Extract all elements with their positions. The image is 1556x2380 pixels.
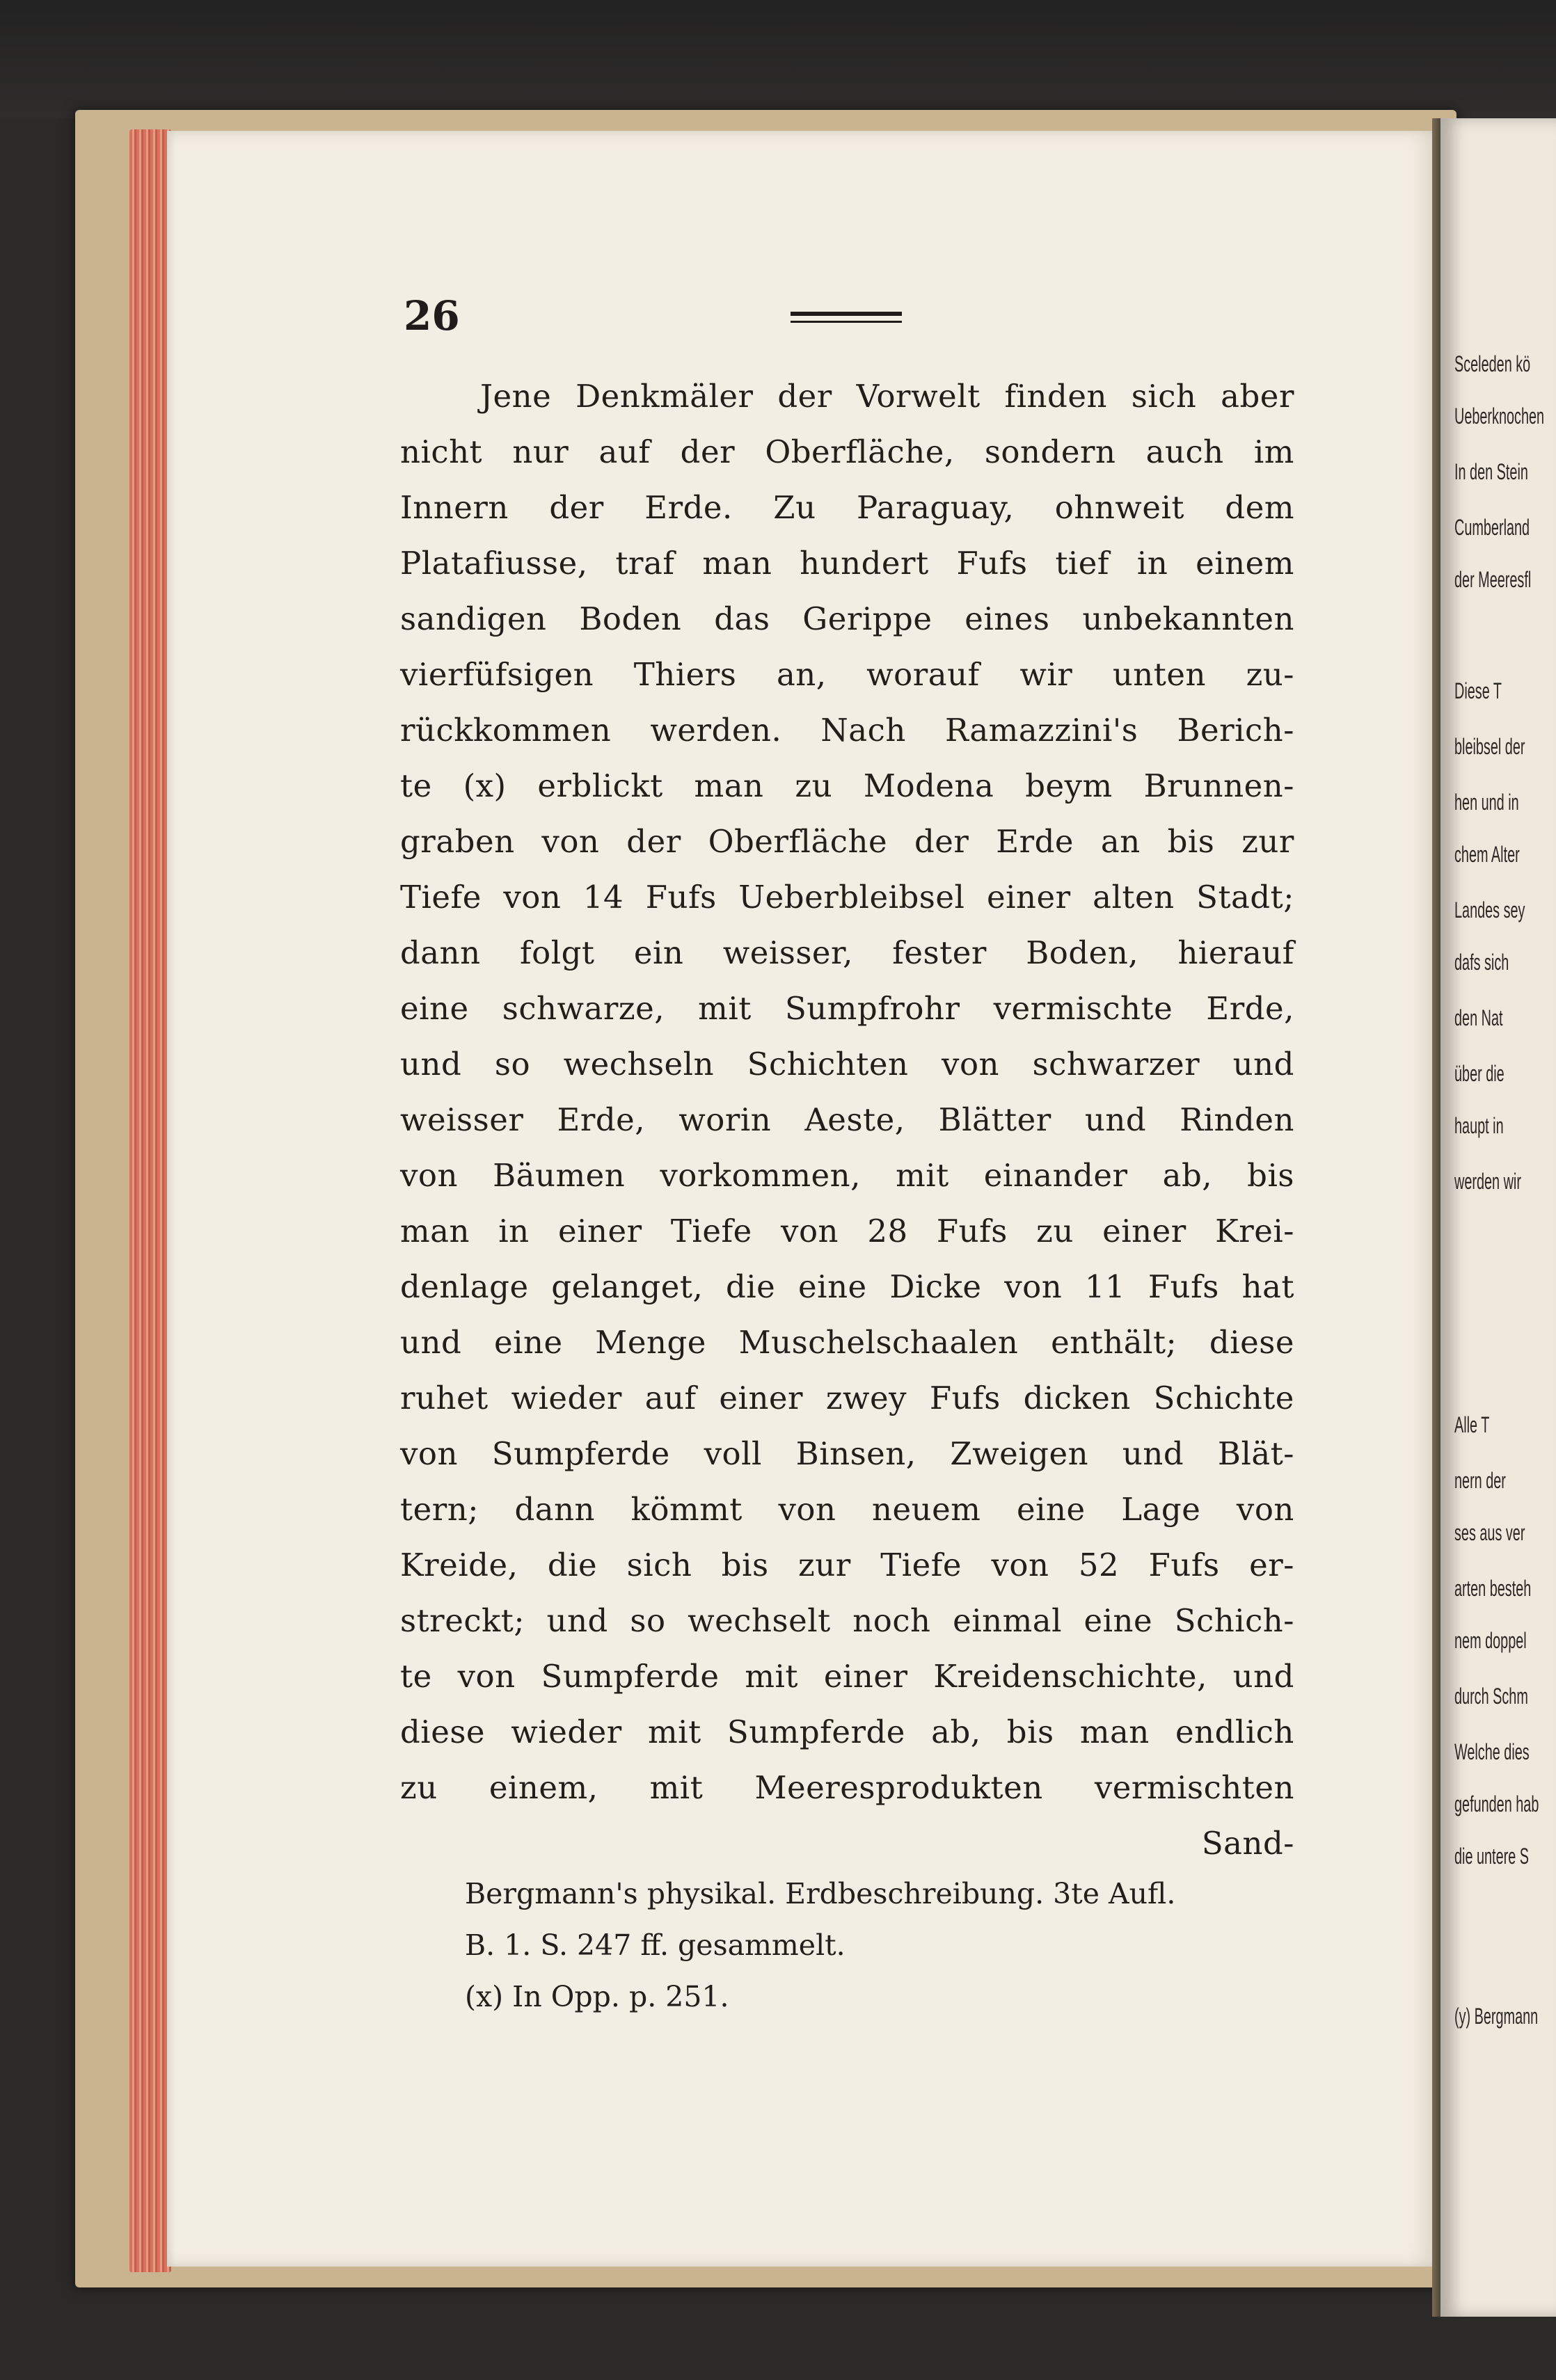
text-line: ruhet wieder auf einer zwey Fufs dicken Schichte — [400, 1380, 1294, 1416]
facing-page-line: ses aus ver — [1454, 1520, 1525, 1545]
facing-page-line: gefunden hab — [1454, 1791, 1539, 1816]
page-edges — [129, 129, 171, 2272]
text-line: Platafiusse, traf man hundert Fufs tief in einem — [400, 545, 1294, 582]
facing-page-line: haupt in — [1454, 1113, 1504, 1138]
text-line: sandigen Boden das Gerippe eines unbekannten — [400, 600, 1294, 637]
text-line: Jene Denkmäler der Vorwelt finden sich aber — [480, 378, 1294, 415]
text-line: rückkommen werden. Nach Ramazzini's Berich- — [400, 712, 1294, 749]
facing-page-line: der Meeresfl — [1454, 567, 1532, 592]
facing-page-line: In den Stein — [1454, 459, 1528, 484]
footnotes — [465, 1868, 1300, 2022]
facing-page-line: die untere S — [1454, 1844, 1529, 1869]
background — [0, 0, 1556, 118]
footnote-line: (x) In Opp. p. 251. — [465, 1980, 729, 2013]
facing-page-line: den Nat — [1454, 1005, 1503, 1030]
text-line: Innern der Erde. Zu Paraguay, ohnweit dem — [400, 489, 1294, 526]
facing-page-line: (y) Bergmann — [1454, 2004, 1539, 2029]
facing-page — [1440, 118, 1556, 2317]
facing-page-line: über die — [1454, 1061, 1505, 1086]
page-header — [404, 292, 1294, 341]
text-line: graben von der Oberfläche der Erde an bis zur — [400, 823, 1294, 860]
text-line: man in einer Tiefe von 28 Fufs zu einer Krei- — [400, 1213, 1294, 1249]
header-rule — [791, 312, 902, 323]
facing-page-line: hen und in — [1454, 790, 1519, 815]
text-line: te von Sumpferde mit einer Kreidenschichte, und — [400, 1658, 1294, 1695]
facing-page-line: nern der — [1454, 1468, 1506, 1493]
facing-page-line: Ueberknochen — [1454, 404, 1545, 429]
facing-page-line: Alle T — [1454, 1412, 1490, 1437]
text-line: diese wieder mit Sumpferde ab, bis man endlich — [400, 1714, 1294, 1750]
text-line: Kreide, die sich bis zur Tiefe von 52 Fufs er- — [400, 1547, 1294, 1583]
text-line: eine schwarze, mit Sumpfrohr vermischte Erde, — [400, 990, 1294, 1027]
facing-page-line: Landes sey — [1454, 897, 1525, 923]
text-line: Tiefe von 14 Fufs Ueberbleibsel einer alten Stadt; — [400, 879, 1294, 916]
text-line: und eine Menge Muschelschaalen enthält; diese — [400, 1324, 1294, 1361]
footnote-line: B. 1. S. 247 ff. gesammelt. — [465, 1928, 846, 1962]
text-line: denlage gelanget, die eine Dicke von 11 Fufs hat — [400, 1268, 1294, 1305]
facing-page-line: chem Alter — [1454, 842, 1520, 867]
page-number: 26 — [404, 292, 460, 340]
facing-page-line: Diese T — [1454, 678, 1502, 703]
body-text — [400, 369, 1294, 1871]
facing-page-line: dafs sich — [1454, 950, 1509, 975]
text-line: von Sumpferde voll Binsen, Zweigen und Blät- — [400, 1435, 1294, 1472]
text-line: nicht nur auf der Oberfläche, sondern auch im — [400, 433, 1294, 470]
text-line: von Bäumen vorkommen, mit einander ab, bis — [400, 1157, 1294, 1194]
facing-page-line: Sceleden kö — [1454, 351, 1531, 376]
text-line: zu einem, mit Meeresprodukten vermischten — [400, 1769, 1294, 1806]
facing-page-line: werden wir — [1454, 1169, 1521, 1194]
text-line: tern; dann kömmt von neuem eine Lage von — [400, 1491, 1294, 1528]
text-line: dann folgt ein weisser, fester Boden, hierauf — [400, 934, 1294, 971]
facing-page-line: nem doppel — [1454, 1628, 1527, 1653]
facing-page-line: Cumberland — [1454, 515, 1530, 540]
footnote-line: Bergmann's physikal. Erdbeschreibung. 3te Aufl. — [465, 1877, 1176, 1910]
facing-page-line: arten besteh — [1454, 1576, 1532, 1601]
facing-page-line: durch Schm — [1454, 1684, 1528, 1709]
facing-page-line: bleibsel der — [1454, 734, 1525, 759]
facing-page-line: Welche dies — [1454, 1739, 1530, 1764]
text-line: te (x) erblickt man zu Modena beym Brunnen- — [400, 767, 1294, 804]
text-line: und so wechseln Schichten von schwarzer und — [400, 1046, 1294, 1083]
text-line: streckt; und so wechselt noch einmal eine Schich- — [400, 1602, 1294, 1639]
text-line: vierfüfsigen Thiers an, worauf wir unten zu- — [400, 656, 1294, 693]
text-line: weisser Erde, worin Aeste, Blätter und Rinden — [400, 1101, 1294, 1138]
catchword: Sand- — [1201, 1825, 1294, 1862]
